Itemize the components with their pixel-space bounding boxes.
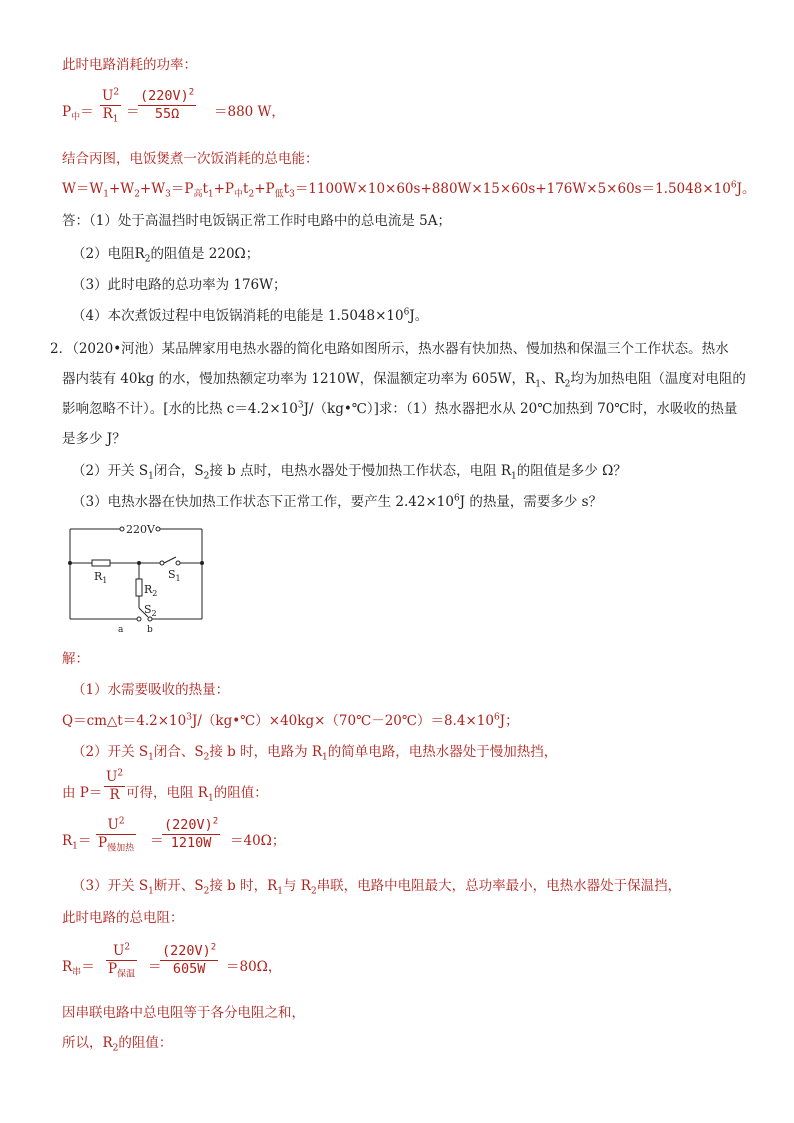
solution-3-intro: （3）开关 $S_1$断开、$S_2$接 b 时，$R_1$与 $R_2$串联，电路中电阻最大，总功率最小，电热水器处于保温挡， [72, 878, 682, 897]
formula-total-energy: $W=W_1+W_2+W_3=P_高t_1+P_中t_2+P_低t_3=1100W\times 10\times 60s+880W\times 15\times 60s+176W\times 5\times 60s=1.5048\times 10^6J$。 [62, 180, 756, 200]
question-2-part-2: （2）开关 $S_1$闭合，$S_2$接 b 点时，电热水器处于慢加热工作状态，电阻 $R_1$的阻值是多少 Ω？ [72, 463, 627, 482]
text-power-intro: 此时电路消耗的功率： [62, 57, 197, 73]
question-2-part-3: （3）电热水器在快加热工作状态下正常工作，要产生 $2.42\times 10^6J$ 的热量，需要多少 s？ [72, 493, 603, 510]
svg-text:S2: $S_2$ [144, 603, 157, 618]
text-series-rule: 因串联电路中总电阻等于各分电阻之和， [62, 1005, 305, 1021]
solution-1-intro: （1）水需要吸收的热量： [72, 682, 230, 698]
text-r2-intro: 所以，$R_2$的阻值： [62, 1035, 173, 1054]
svg-text:b: b [147, 625, 153, 635]
svg-text:a: a [118, 625, 124, 635]
svg-text:R2: $R_2$ [144, 583, 158, 598]
question-2-line-3: 影响忽略不计）。[水的比热 $c=4.2\times 10^3J/(kg•℃)$]求：（1）热水器把水从 20℃加热到 70℃时，水吸收的热量 [62, 400, 738, 417]
question-2-line-2: 器内装有 40kg 的水，慢加热额定功率为 1210W，保温额定功率为 605W，$R_1$、$R_2$均为加热电阻（温度对电阻的 [62, 371, 746, 390]
text-total-resistance-intro: 此时电路的总电阻： [62, 910, 184, 926]
voltage-label: 220V [126, 523, 155, 536]
circuit-diagram [60, 518, 220, 638]
answer-3: （3）此时电路的总功率为 176W； [72, 277, 287, 293]
svg-text:R1: $R_1$ [94, 570, 108, 585]
answer-2: （2）电阻$R_2$的阻值是 220Ω； [72, 246, 260, 265]
solution-heat-formula: $Q=cm\triangle t=4.2\times 10^3J/(kg•℃)\times 40kg\times(70℃-20℃)=8.4\times 10^6J$； [62, 712, 519, 729]
solution-heading: 解： [62, 651, 89, 667]
question-2-line-1: 2．（2020•河池）某品牌家用电热水器的简化电路如图所示，热水器有快加热、慢加热和保温三个工作状态。热水 [50, 341, 729, 357]
question-2-line-4: 是多少 J？ [62, 431, 126, 447]
answer-1: 答：（1）处于高温挡时电饭锅正常工作时电路中的总电流是 5A； [62, 213, 451, 229]
svg-text:S1: $S_1$ [168, 568, 181, 583]
answer-4: （4）本次煮饭过程中电饭锅消耗的电能是 $1.5048\times 10^6J$。 [72, 307, 429, 324]
solution-2-intro: （2）开关 $S_1$闭合、$S_2$接 b 时，电路为 $R_1$的简单电路，电热水器处于慢加热挡， [72, 744, 558, 763]
text-total-energy-intro: 结合丙图，电饭煲煮一次饭消耗的总电能： [62, 151, 319, 167]
